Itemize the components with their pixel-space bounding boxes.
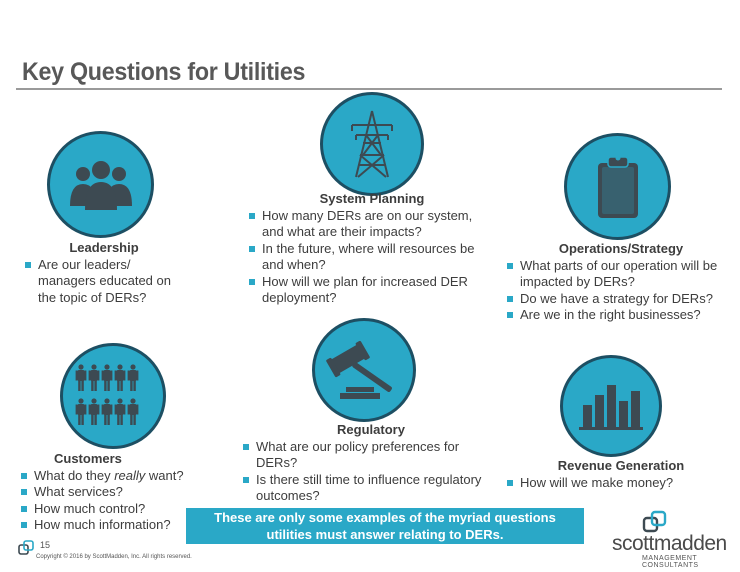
operations-circle [564,133,671,240]
regulatory-question: What are our policy preferences for DERs? [242,439,492,472]
system-planning-question: In the future, where will resources be and when? [248,241,488,274]
regulatory-question: Is there still time to influence regulatory outcomes? [242,472,492,505]
regulatory-heading: Regulatory [337,422,405,437]
transmission-tower-icon [342,109,402,179]
customers-question: What services? [20,484,200,501]
customers-circle [60,343,166,449]
leadership-heading: Leadership [69,240,139,255]
revenue-heading: Revenue Generation [557,458,685,473]
leadership-circle [47,131,154,238]
brand-mark-icon [642,510,670,534]
operations-section [506,241,736,324]
customers-question: How much information? [20,517,200,534]
regulatory-circle [312,318,416,422]
operations-question: What parts of our operation will be impacted by DERs? [506,258,736,291]
summary-banner [186,508,584,544]
page-number: 15 [40,540,51,550]
customers-heading: Customers [54,451,122,466]
revenue-circle [560,355,662,457]
operations-question: Are we in the right businesses? [506,307,736,324]
system-planning-heading: System Planning [319,191,425,206]
system-planning-section [248,191,488,307]
brand-tagline: MANAGEMENT CONSULTANTS [642,555,699,569]
revenue-question: How will we make money? [506,475,726,492]
copyright-text: Copyright © 2016 by ScottMadden, Inc. All rights reserved. [36,554,192,560]
operations-question: Do we have a strategy for DERs? [506,291,736,308]
system-planning-circle [320,92,424,196]
customers-question: What do they really want? [20,468,200,485]
title-divider [16,88,722,90]
crowd-icon [74,364,152,428]
regulatory-section [242,422,492,505]
bar-chart-icon [579,381,643,431]
customers-question: How much control? [20,501,200,518]
customers-section [20,451,200,534]
logo-mark-icon [18,540,34,556]
banner-line: utilities must answer relating to DERs. [266,527,504,542]
system-planning-question: How will we plan for increased DER deployment? [248,274,488,307]
brand-name: scottmadden [612,532,727,555]
operations-heading: Operations/Strategy [558,241,684,256]
clipboard-icon [593,154,643,220]
system-planning-question: How many DERs are on our system, and what are their impacts? [248,208,488,241]
brand-logo [612,510,727,569]
leadership-section [24,240,184,306]
banner-line: These are only some examples of the myriad questions [214,510,556,525]
gavel-icon [326,339,402,401]
page-title: Key Questions for Utilities [22,58,306,86]
people-group-icon [66,160,136,210]
leadership-question: Are our leaders/ managers educated on the topic of DERs? [24,257,184,307]
revenue-section [506,458,726,491]
